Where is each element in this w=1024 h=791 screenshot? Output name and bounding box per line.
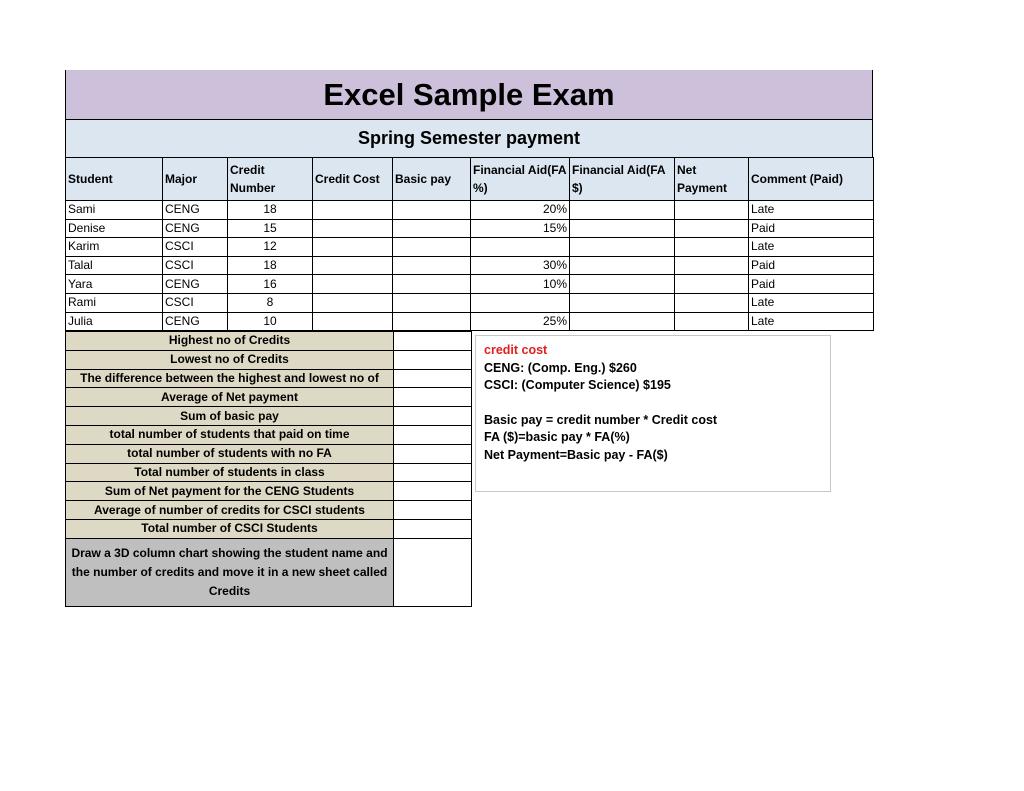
summary-label: Average of number of credits for CSCI students [66, 501, 394, 520]
col-header[interactable]: Net Payment [675, 158, 749, 201]
cell-fa-pct[interactable]: 10% [471, 275, 570, 294]
cell-comment[interactable]: Late [749, 312, 874, 331]
cell-net[interactable] [675, 219, 749, 238]
cell-comment[interactable]: Late [749, 238, 874, 257]
cell-fa-usd[interactable] [570, 293, 675, 312]
cell-basic-pay[interactable] [393, 201, 471, 220]
summary-row [66, 463, 472, 482]
summary-label: Sum of Net payment for the CENG Students [66, 482, 394, 501]
cell-fa-pct[interactable]: 20% [471, 201, 570, 220]
credit-cost-heading: credit cost [484, 343, 548, 357]
cell-fa-usd[interactable] [570, 238, 675, 257]
cell-basic-pay[interactable] [393, 238, 471, 257]
cell-credits[interactable]: 15 [228, 219, 313, 238]
summary-row [66, 369, 472, 388]
cell-credit-cost[interactable] [313, 312, 393, 331]
cell-fa-pct[interactable]: 30% [471, 256, 570, 275]
sheet-title: Excel Sample Exam [65, 70, 873, 120]
chart-task-instruction: Draw a 3D column chart showing the student name and the number of credits and move it in a new sheet called Credits [66, 538, 394, 606]
summary-answer-cell[interactable] [394, 388, 472, 407]
cell-major[interactable]: CSCI [163, 256, 228, 275]
cell-fa-pct[interactable]: 25% [471, 312, 570, 331]
cell-basic-pay[interactable] [393, 293, 471, 312]
cell-credits[interactable]: 12 [228, 238, 313, 257]
summary-row [66, 519, 472, 538]
payment-table [65, 157, 874, 331]
spacer [484, 395, 822, 412]
cell-student[interactable]: Karim [66, 238, 163, 257]
cell-comment[interactable]: Paid [749, 219, 874, 238]
col-header[interactable]: Credit Cost [313, 158, 393, 201]
col-header[interactable]: Financial Aid(FA %) [471, 158, 570, 201]
cell-basic-pay[interactable] [393, 275, 471, 294]
table-row [66, 219, 874, 238]
net-payment-formula: Net Payment=Basic pay - FA($) [484, 447, 668, 462]
cell-fa-pct[interactable]: 15% [471, 219, 570, 238]
fa-formula: FA ($)=basic pay * FA(%) [484, 430, 630, 444]
summary-label: Highest no of Credits [66, 332, 394, 351]
cell-student[interactable]: Yara [66, 275, 163, 294]
summary-answer-cell[interactable] [394, 350, 472, 369]
cell-credit-cost[interactable] [313, 275, 393, 294]
cell-credits[interactable]: 8 [228, 293, 313, 312]
cell-comment[interactable]: Late [749, 201, 874, 220]
chart-task-row [66, 538, 472, 606]
cell-net[interactable] [675, 238, 749, 257]
cell-fa-pct[interactable] [471, 293, 570, 312]
table-row [66, 293, 874, 312]
cell-student[interactable]: Rami [66, 293, 163, 312]
col-header[interactable]: Basic pay [393, 158, 471, 201]
summary-answer-cell[interactable] [394, 463, 472, 482]
cell-credit-cost[interactable] [313, 293, 393, 312]
header-row [66, 158, 874, 201]
summary-answer-cell[interactable] [394, 369, 472, 388]
basic-pay-formula: Basic pay = credit number * Credit cost [484, 412, 718, 427]
cell-student[interactable]: Julia [66, 312, 163, 331]
summary-answer-cell[interactable] [394, 425, 472, 444]
cell-comment[interactable]: Paid [749, 275, 874, 294]
col-header[interactable]: Credit Number [228, 158, 313, 201]
table-row [66, 238, 874, 257]
cell-net[interactable] [675, 293, 749, 312]
summary-answer-cell[interactable] [394, 332, 472, 351]
cell-student[interactable]: Sami [66, 201, 163, 220]
col-header[interactable]: Financial Aid(FA $) [570, 158, 675, 201]
summary-row [66, 332, 472, 351]
cell-major[interactable]: CENG [163, 201, 228, 220]
cell-major[interactable]: CENG [163, 312, 228, 331]
summary-row [66, 482, 472, 501]
cell-fa-usd[interactable] [570, 256, 675, 275]
summary-row [66, 388, 472, 407]
summary-label: Sum of basic pay [66, 407, 394, 426]
cell-comment[interactable]: Late [749, 293, 874, 312]
cell-fa-usd[interactable] [570, 312, 675, 331]
cell-student[interactable]: Denise [66, 219, 163, 238]
cell-fa-pct[interactable] [471, 238, 570, 257]
summary-answer-cell[interactable] [394, 519, 472, 538]
summary-label: total number of students with no FA [66, 444, 394, 463]
summary-label: The difference between the highest and lowest no of [66, 369, 394, 388]
summary-label: Total number of CSCI Students [66, 519, 394, 538]
summary-answer-cell[interactable] [394, 444, 472, 463]
cell-basic-pay[interactable] [393, 219, 471, 238]
cell-credit-cost[interactable] [313, 219, 393, 238]
ceng-cost-line: CENG: (Comp. Eng.) $260 [484, 360, 637, 375]
cell-major[interactable]: CENG [163, 275, 228, 294]
summary-label: total number of students that paid on time [66, 425, 394, 444]
cell-credits[interactable]: 18 [228, 201, 313, 220]
summary-answer-cell[interactable] [394, 482, 472, 501]
chart-task-answer-cell[interactable] [394, 538, 472, 606]
cell-credit-cost[interactable] [313, 256, 393, 275]
summary-row [66, 407, 472, 426]
cell-fa-usd[interactable] [570, 201, 675, 220]
col-header[interactable]: Major [163, 158, 228, 201]
summary-label: Total number of students in class [66, 463, 394, 482]
cell-credits[interactable]: 16 [228, 275, 313, 294]
cell-credit-cost[interactable] [313, 238, 393, 257]
cell-basic-pay[interactable] [393, 312, 471, 331]
table-row [66, 256, 874, 275]
cell-major[interactable]: CSCI [163, 238, 228, 257]
table-row [66, 201, 874, 220]
summary-table [65, 331, 472, 607]
summary-row [66, 501, 472, 520]
table-row [66, 275, 874, 294]
table-row [66, 312, 874, 331]
cell-fa-usd[interactable] [570, 219, 675, 238]
cell-student[interactable]: Talal [66, 256, 163, 275]
summary-label: Lowest no of Credits [66, 350, 394, 369]
cell-net[interactable] [675, 275, 749, 294]
summary-answer-cell[interactable] [394, 407, 472, 426]
col-header[interactable]: Student [66, 158, 163, 201]
summary-row [66, 350, 472, 369]
cell-comment[interactable]: Paid [749, 256, 874, 275]
cell-major[interactable]: CSCI [163, 293, 228, 312]
col-header[interactable]: Comment (Paid) [749, 158, 874, 201]
cell-credit-cost[interactable] [313, 201, 393, 220]
cell-credits[interactable]: 18 [228, 256, 313, 275]
credit-cost-note [475, 335, 831, 492]
summary-row [66, 444, 472, 463]
cell-basic-pay[interactable] [393, 256, 471, 275]
summary-row [66, 425, 472, 444]
cell-credits[interactable]: 10 [228, 312, 313, 331]
sheet-subtitle: Spring Semester payment [65, 120, 873, 157]
summary-label: Average of Net payment [66, 388, 394, 407]
cell-major[interactable]: CENG [163, 219, 228, 238]
cell-net[interactable] [675, 312, 749, 331]
cell-net[interactable] [675, 256, 749, 275]
summary-answer-cell[interactable] [394, 501, 472, 520]
cell-fa-usd[interactable] [570, 275, 675, 294]
cell-net[interactable] [675, 201, 749, 220]
csci-cost-line: CSCI: (Computer Science) $195 [484, 378, 671, 392]
